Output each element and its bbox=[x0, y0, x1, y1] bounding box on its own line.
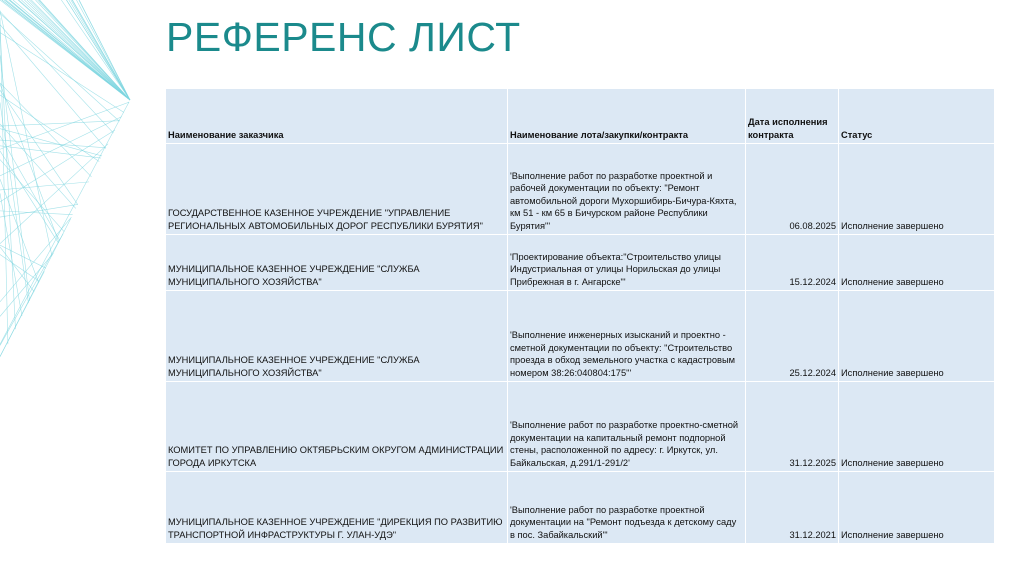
date-cell: 25.12.2024 bbox=[746, 291, 839, 382]
date-cell: 15.12.2024 bbox=[746, 235, 839, 291]
lot-cell: 'Выполнение работ по разработке проектно-сметной документации на капитальный ремонт подпорной стены, расположенной по адресу: г. Иркутск, ул. Байкальская, д.291/1-291/2' bbox=[508, 382, 746, 472]
status-cell: Исполнение завершено bbox=[839, 144, 995, 235]
date-cell: 31.12.2021 bbox=[746, 472, 839, 544]
table-header bbox=[166, 89, 995, 144]
table-row bbox=[166, 382, 995, 472]
status-cell: Исполнение завершено bbox=[839, 382, 995, 472]
lot-cell: 'Выполнение инженерных изысканий и проектно - сметной документации по объекту: "Строительство проезда в обход земельного участка с кадастровым номером 38:26:040804:175"' bbox=[508, 291, 746, 382]
status-cell: Исполнение завершено bbox=[839, 235, 995, 291]
table-row bbox=[166, 144, 995, 235]
customer-cell: МУНИЦИПАЛЬНОЕ КАЗЕННОЕ УЧРЕЖДЕНИЕ "СЛУЖБА МУНИЦИПАЛЬНОГО ХОЗЯЙСТВА" bbox=[166, 235, 508, 291]
lot-cell: 'Выполнение работ по разработке проектной и рабочей документации по объекту: "Ремонт автомобильной дороги Мухоршибирь-Бичура-Кяхта, км 51 - км 65 в Бичурском районе Республики Бурятия"' bbox=[508, 144, 746, 235]
table-row bbox=[166, 235, 995, 291]
lot-cell: 'Выполнение работ по разработке проектной документации на "Ремонт подъезда к детскому саду в пос. Забайкальский"' bbox=[508, 472, 746, 544]
status-cell: Исполнение завершено bbox=[839, 472, 995, 544]
wireframe-decoration bbox=[0, 0, 140, 360]
table-row bbox=[166, 291, 995, 382]
page-title: РЕФЕРЕНС ЛИСТ bbox=[166, 14, 521, 60]
header-date: Дата исполнения контракта bbox=[746, 89, 839, 144]
status-cell: Исполнение завершено bbox=[839, 291, 995, 382]
lot-cell: 'Проектирование объекта:"Строительство улицы Индустриальная от улицы Норильская до улицы Прибрежная в г. Ангарске"' bbox=[508, 235, 746, 291]
header-status: Статус bbox=[839, 89, 995, 144]
header-customer: Наименование заказчика bbox=[166, 89, 508, 144]
date-cell: 06.08.2025 bbox=[746, 144, 839, 235]
header-lot: Наименование лота/закупки/контракта bbox=[508, 89, 746, 144]
customer-cell: МУНИЦИПАЛЬНОЕ КАЗЕННОЕ УЧРЕЖДЕНИЕ "СЛУЖБА МУНИЦИПАЛЬНОГО ХОЗЯЙСТВА" bbox=[166, 291, 508, 382]
date-cell: 31.12.2025 bbox=[746, 382, 839, 472]
customer-cell: ГОСУДАРСТВЕННОЕ КАЗЕННОЕ УЧРЕЖДЕНИЕ "УПРАВЛЕНИЕ РЕГИОНАЛЬНЫХ АВТОМОБИЛЬНЫХ ДОРОГ РЕСПУБЛИКИ БУРЯТИЯ" bbox=[166, 144, 508, 235]
table-row bbox=[166, 472, 995, 544]
reference-table bbox=[165, 88, 995, 544]
customer-cell: КОМИТЕТ ПО УПРАВЛЕНИЮ ОКТЯБРЬСКИМ ОКРУГОМ АДМИНИСТРАЦИИ ГОРОДА ИРКУТСКА bbox=[166, 382, 508, 472]
customer-cell: МУНИЦИПАЛЬНОЕ КАЗЕННОЕ УЧРЕЖДЕНИЕ "ДИРЕКЦИЯ ПО РАЗВИТИЮ ТРАНСПОРТНОЙ ИНФРАСТРУКТУРЫ Г. УЛАН-УДЭ" bbox=[166, 472, 508, 544]
